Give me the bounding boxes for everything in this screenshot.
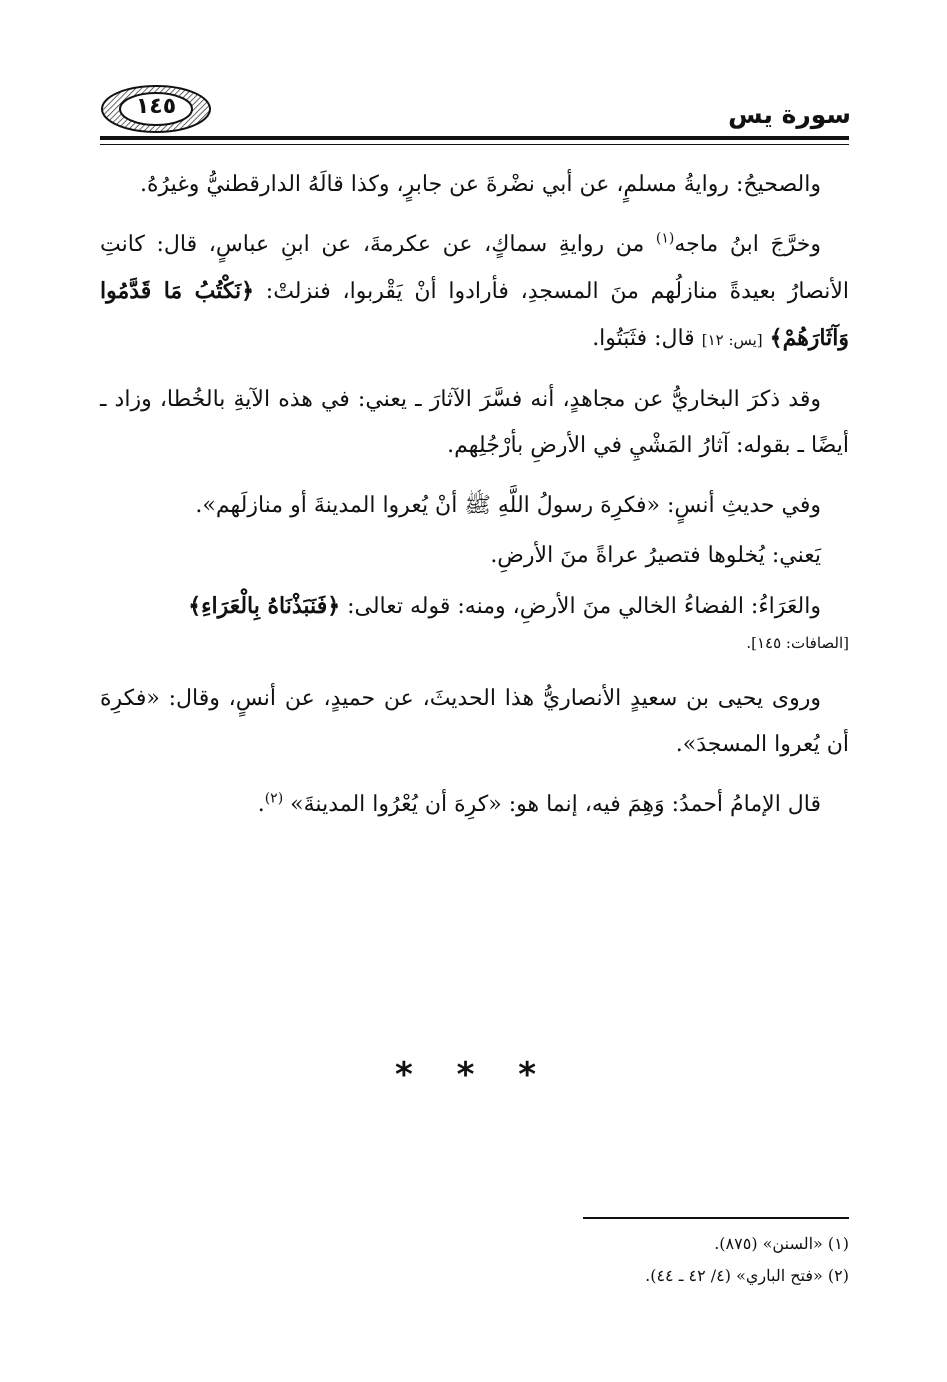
footnote-1: (١) «السنن» (٨٧٥). [714,1234,849,1253]
paragraph-8: قال الإمامُ أحمدُ: وَهِمَ فيه، إنما هو: «كرِهَ أن يُعْرُوا المدينةَ» $^{(٢)}$. [257,790,821,817]
quran-verse-1: ﴿نَكْتُبُ مَا قَدَّمُوا وَآثَارَهُمْ﴾ [100,278,849,351]
header-rule-thin [100,144,849,145]
paragraph-3: وقد ذكرَ البخاريُّ عن مجاهدٍ، أنه فسَّرَ الآثارَ ـ يعني: في هذه الآيةِ بالخُطا، وزاد ـ أيضًا ـ بقوله: آثارُ المَشْيِ في الأرضِ بأرْجُلِهم. [100,387,849,458]
paragraph-1: والصحيحُ: روايةُ مسلمٍ، عن أبي نضْرةَ عن جابرٍ، وكذا قالَهُ الدارقطنيُّ وغيرُهُ. [139,172,821,197]
footnotes [100,1228,849,1292]
paragraph-4: وفي حديثِ أنسٍ: «فكرِهَ رسولُ اللَّهِ ﷺ أنْ يُعروا المدينةَ أو منازلَهم». [195,493,821,518]
footnote-mark-1: (١) [655,230,675,247]
paragraph-8-text: قال الإمامُ أحمدُ: وَهِمَ فيه، إنما هو: «كرِهَ أن يُعْرُوا المدينةَ» [290,792,821,817]
paragraph-5: يَعني: يُخلوها فتصيرُ عراةً منَ الأرضِ. [490,543,821,568]
paragraph-2-lead: وخرَّجَ ابنُ ماجه [674,232,821,257]
footnote-2: (٢) «فتح الباري» (٤/ ٤٢ ـ ٤٤). [645,1266,849,1285]
surah-title: سورة يس [728,100,851,129]
paragraph-6 [100,583,849,630]
paragraph-2-end: قال: فثَبَتُوا. [592,326,695,351]
header-rule-thick [100,136,849,140]
page-number: ١٤٥ [135,94,177,119]
page-number-badge [100,84,212,134]
main-text [100,162,849,842]
paragraph-2 [100,222,849,363]
paragraph-2-text: من روايةِ سماكٍ، عن عكرمةَ، عن ابنِ عباسٍ، قال: كانتِ الأنصارُ بعيدةً منازلُهم منَ المسجدِ، فأرادوا أنْ يَقْربوا، فنزلتْ: [100,232,849,304]
verse-reference-1: [يس: ١٢] [701,331,763,349]
footnote-rule [583,1217,849,1219]
paragraph-7: وروى يحيى بن سعيدٍ الأنصاريُّ هذا الحديثَ، عن حميدٍ، عن أنسٍ، وقال: «فكرِهَ أن يُعروا المسجدَ». [100,686,849,757]
section-separator: * * * [394,1055,552,1095]
footnote-mark-2: (٢) [264,790,284,807]
quran-verse-2: ﴿فَنَبَذْنَاهُ بِالْعَرَاءِ﴾ [188,593,341,619]
verse-reference-2: [الصافات: ١٤٥]. [746,634,849,652]
paragraph-6-text: والعَرَاءُ: الفضاءُ الخالي منَ الأرضِ، ومنه: قوله تعالى: [347,594,821,619]
